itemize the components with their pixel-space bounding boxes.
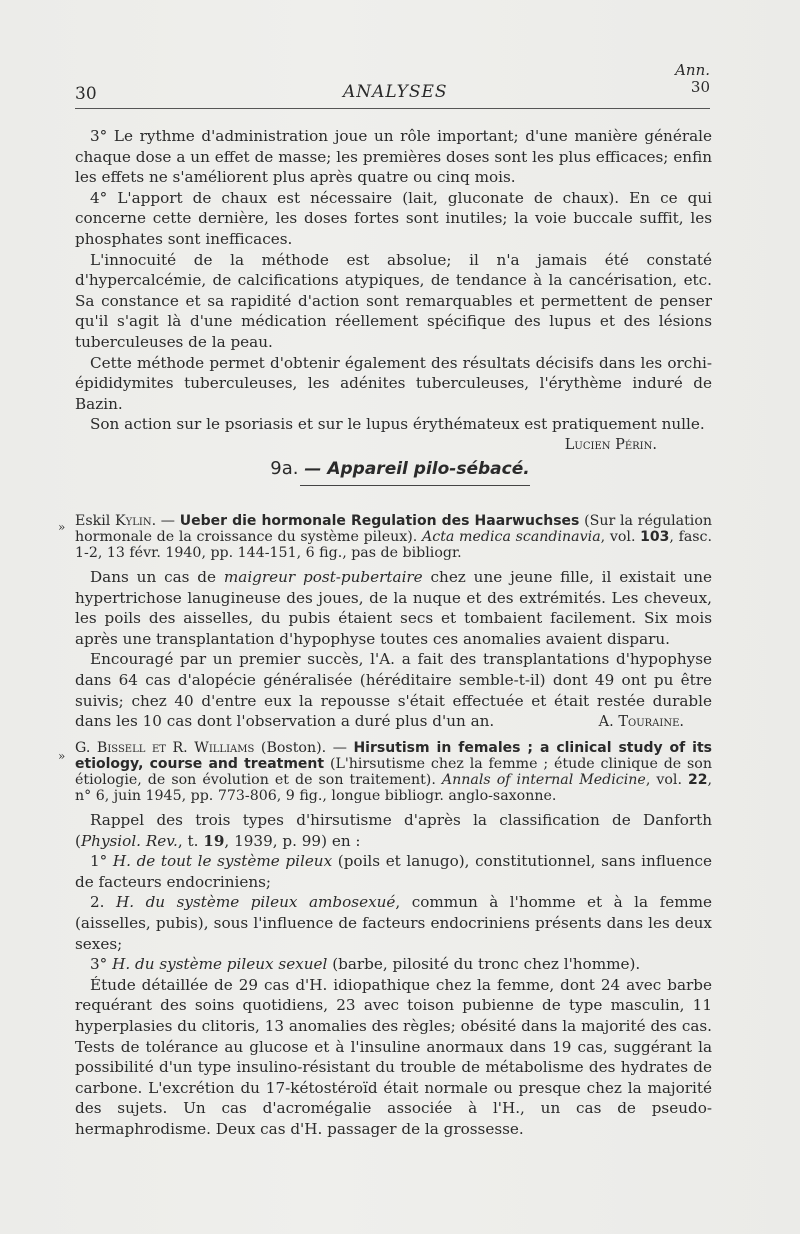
emphasis: H. de tout le système pileux: [112, 852, 333, 871]
item-number: 3°: [90, 955, 108, 974]
paragraph: [75, 567, 712, 649]
article-title: Hirsutism in females ; a clinical study of its etiology, course and treatment: [75, 740, 712, 772]
journal-name: Acta medica scandinavia: [422, 529, 601, 545]
paragraph: Son action sur le psoriasis et sur le lupus érythémateux est pratiquement nulle.: [90, 415, 705, 434]
vol-label: , vol.: [645, 772, 682, 788]
french-title: (L'hirsutisme chez la femme ; étude clinique de son étiologie, de son évolution et de son traitement).: [75, 756, 712, 788]
page-header: [75, 62, 710, 110]
text-span: , commun à l'homme et à la femme (aisselles, pubis), sous l'influence de facteurs endocriniens présents dans les deux sexes;: [75, 893, 712, 953]
volume: 19: [203, 831, 225, 850]
paragraph: Étude détaillée de 29 cas d'H. idiopathique chez la femme, dont 24 avec barbe requérant des soins quotidiens, 23 avec toison pubienne de type masculin, 11 hyperplasies du clitoris, 13 anomalies des règles; obésité dans la majorité des cas. Tests de tolérance au glucose et à l'insuline anormaux dans 19 cas, suggérant la possibilité d'un type insulino-résistant du trouble de métabolisme des hydrates de carbone. L'excrétion du 17-kétostéroïd était normale ou presque chez la majorité des sujets. Un cas d'acromégalie associée à l'H., un cas de pseudo-hermaphrodisme. Deux cas d'H. passager de la grossesse.: [75, 975, 712, 1138]
section-number: 9a.: [270, 458, 299, 479]
text-span: (barbe, pilosité du tronc chez l'homme).: [332, 955, 641, 974]
text-span: Rappel des trois types d'hirsutisme d'après la classification de Danforth (: [75, 811, 712, 850]
text-span: Dans un cas de: [90, 568, 216, 586]
emphasis: H. du système pileux ambosexué: [116, 893, 396, 912]
paragraph: L'innocuité de la méthode est absolue; il n'a jamais été constaté d'hypercalcémie, de calcifications atypiques, de tendance à la cancérisation, etc. Sa constance et sa rapidité d'action sont remarquables et permettent de penser qu'il s'agit là d'une médication réellement spécifique des lupus et des lésions tuberculeuses de la peau.: [75, 250, 712, 351]
text-span: , 1939, p. 99) en :: [224, 831, 361, 850]
paragraph: Cette méthode permet d'obtenir également des résultats décisifs dans les orchi-épididymites tuberculeuses, les adénites tuberculeuses, l'érythème induré de Bazin.: [75, 353, 712, 413]
location: (Boston). —: [260, 740, 347, 756]
ref-dash: . —: [151, 513, 175, 529]
list-item: [75, 851, 712, 892]
article-kylin: [58, 513, 713, 732]
continued-analysis: [75, 126, 712, 456]
paragraph: Encouragé par un premier succès, l'A. a fait des transplantations d'hypophyse dans 64 cas d'alopécie généralisée (héréditaire semble-t-il) dont 49 ont pu être suivis; chez 40 d'entre eux la repousse s'était effectuée et était restée durable dans les 10 cas dont l'observation a duré plus d'un an.: [75, 650, 712, 731]
item-number: 1°: [90, 852, 108, 871]
paragraph: [75, 810, 712, 851]
header-rule: [75, 108, 710, 109]
paragraph: 4° L'apport de chaux est nécessaire (lait, gluconate de chaux). En ce qui concerne cette dernière, les doses fortes sont inutiles; la voie buccale suffit, les phosphates sont inefficaces.: [75, 188, 712, 248]
list-item: [75, 954, 712, 975]
running-title: ANALYSES: [343, 82, 448, 102]
french-title: (Sur la régulation hormonale de la croissance du système pileux).: [75, 513, 712, 545]
volume: 103: [640, 529, 670, 545]
ref-details: , fasc. 1-2, 13 févr. 1940, pp. 144-151, 6 fig., pas de bibliogr.: [75, 529, 713, 561]
header-right: [675, 62, 710, 96]
margin-mark: »: [58, 520, 66, 534]
annals-label: Ann.: [675, 61, 710, 79]
section-title: Appareil pilo-sébacé.: [327, 459, 530, 479]
authors: G. Bissell et R. Williams: [75, 740, 255, 756]
emphasis: maigreur post-pubertaire: [223, 568, 423, 586]
section-dash: —: [304, 459, 322, 479]
author-first: Eskil: [75, 513, 111, 529]
article-bissell: [58, 740, 713, 1140]
article-title: Ueber die hormonale Regulation des Haarwuchses: [179, 513, 580, 529]
signature: Lucien Périn.: [564, 436, 657, 453]
ref-details: , n° 6, juin 1945, pp. 773-806, 9 fig., longue bibliogr. anglo-saxonne.: [75, 772, 713, 804]
text-span: (poils et lanugo), constitutionnel, sans influence de facteurs endocriniens;: [75, 852, 712, 891]
text-span: , t.: [177, 831, 199, 850]
paragraph: 3° Le rythme d'administration joue un rôle important; d'une manière générale chaque dose a un effet de masse; les premières doses sont les plus efficaces; enfin les effets ne s'améliorent plus après quatre ou cinq mois.: [75, 127, 712, 187]
section-heading: [0, 458, 800, 479]
reference: [75, 513, 712, 561]
vol-label: , vol.: [600, 529, 636, 545]
author-last: Kylin: [115, 513, 152, 529]
text-span: chez une jeune fille, il existait une hypertrichose lanugineuse des joues, de la nuque et des extrémités. Les cheveux, les poils des aisselles, du pubis étaient secs et tombaient facilement. Six mois après une transplantation d'hypophyse toutes ces anomalies avaient disparu.: [75, 568, 712, 648]
volume: 22: [688, 772, 708, 788]
page-number-left: 30: [75, 84, 97, 104]
margin-mark: »: [58, 749, 66, 763]
section-rule: [300, 485, 530, 486]
item-number: 2.: [90, 893, 105, 912]
signature: A. Touraine.: [598, 713, 684, 730]
list-item: [75, 892, 712, 954]
page-number-right: 30: [690, 78, 710, 96]
emphasis: H. du système pileux sexuel: [112, 955, 328, 974]
reference: [75, 740, 712, 804]
journal-name: Physiol. Rev.: [80, 831, 178, 850]
journal-name: Annals of internal Medicine: [441, 772, 646, 788]
